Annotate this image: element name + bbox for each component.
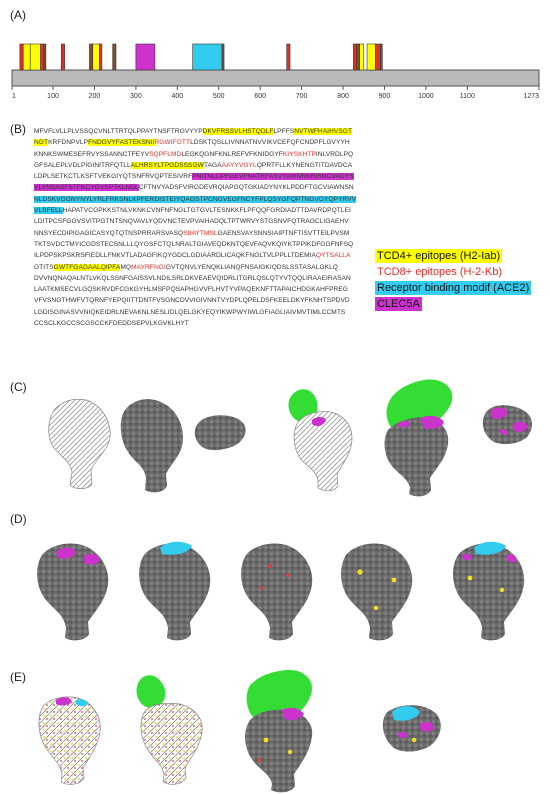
sequence-segment: HAPATVCGPKKSTNLVKNKCVNFNFNGLTGTGVLTESNKKFLPFQQFGRDIADTTDAVRDPQTLEI — [62, 207, 351, 215]
sequence-segment: GFSALEPLVDLPIGINITRFQTLL — [34, 161, 131, 169]
sequence-segment: DVVNQNAQALNTLVKQLSSNFGAISSVLNDILSRLDKVEAEVQIDRLITGRLQSLQTYVTQQLIRAAEIRASAN — [34, 274, 351, 282]
panel-c-ribbon-ace2 — [289, 389, 352, 491]
sequence-line — [34, 149, 370, 160]
sequence-line — [34, 273, 370, 284]
tick-label-11: 1100 — [459, 93, 475, 100]
sequence-line — [34, 216, 370, 227]
tick-label-12: 1273 — [523, 93, 539, 100]
sequence-segment: AAYYVGYL — [221, 161, 257, 169]
legend-clec5a: CLEC5A — [377, 298, 420, 310]
sequence-segment: NVTWFHAIHVSGT — [294, 128, 353, 135]
panel-d-structure-clec5a — [37, 543, 108, 640]
region-cd8-0 — [20, 44, 23, 70]
sequence-line — [34, 160, 370, 171]
panel-e-label: (E) — [10, 670, 26, 684]
sequence-segment: TAGA — [203, 161, 222, 169]
sequence-line — [34, 171, 370, 182]
region-brown-19 — [380, 44, 382, 70]
panel-d-label: (D) — [10, 512, 27, 526]
region-cd8-5 — [61, 44, 64, 70]
panel-c-ribbon — [49, 399, 110, 488]
sequence-line — [34, 295, 370, 306]
sequence-line — [34, 228, 370, 239]
region-cd8-14 — [353, 44, 356, 70]
tick-label-5: 500 — [212, 93, 225, 100]
region-cd4-7 — [93, 44, 100, 70]
tick-label-10: 1000 — [418, 93, 434, 100]
sequence-segment: GAENSVAYSNNSIAIPTNFTISVTTEILPVSM — [217, 229, 350, 237]
region-cd8-3 — [41, 44, 44, 70]
sequence-segment: GTITS — [34, 263, 54, 271]
sequence-segment: MFVFLVLLPLVSSQCVNLTTRTQLPPAYTNSFTRGVYYP — [34, 128, 203, 135]
panel-d-structure-all — [453, 542, 524, 641]
sequence-segment: VLSFELL — [34, 207, 63, 215]
region-cd8-13 — [287, 44, 290, 70]
panel-c-label: (C) — [10, 380, 27, 394]
tick-label-2: 200 — [88, 93, 101, 100]
panel-e-surface-ace2 — [245, 670, 312, 792]
sequence-segment: PNITNLCPFGEVFNATRFASVYAWNRKRISNCVADYS — [192, 173, 354, 181]
panel-d-structure-ace2 — [139, 542, 210, 641]
spike-sequence — [34, 126, 370, 329]
sequence-line — [34, 137, 370, 148]
legend-cd8: TCD8+ epitopes (H-2-Kb) — [377, 266, 503, 278]
sequence-segment: MQ — [120, 263, 132, 271]
sequence-line — [34, 262, 370, 273]
tick-label-6: 600 — [254, 93, 267, 100]
region-cd4-16 — [360, 44, 364, 70]
sequence-segment: MAYRFNGI — [131, 263, 166, 271]
sequence-line — [34, 318, 370, 329]
sequence-segment: CCSCLKGCCSCGSCCKFDEDDSEPVLKGVKLHYT — [34, 320, 189, 328]
sequence-segment: LAATKMSECVLGQSKRVDFCGKGYHLMSFPQSAPHGVVFLHVTYVPAQEKNFTTAPAICHDGKAHFPREG — [34, 286, 348, 294]
panel-a-label: (A) — [10, 8, 26, 22]
region-clec5a-10 — [136, 44, 155, 70]
region-cd4-2 — [30, 44, 40, 70]
sequence-line — [34, 182, 370, 193]
panel-d-structure-cd8 — [241, 543, 312, 640]
sequence-segment: TKTSVDCTMYICGDSTECSNLLLQYGSFCTQLNRALTGIAVEQDKNTQEVFAQVKQIYKTPPIKDFGGFNFSQ — [34, 240, 354, 248]
tick-label-3: 300 — [130, 93, 142, 100]
panel-e-surface-head — [383, 705, 441, 751]
sequence-segment: KIYSKHTP — [282, 150, 316, 158]
sequence-segment: GVTQNVLYENQKLIANQFNSAIGKIQDSLSSTASALGKLQ — [165, 263, 338, 271]
sequence-segment: GWTFGAGAALQIPFA — [53, 263, 121, 271]
sequence-segment: LEGKQGNFKNLREFVFKNIDGYF — [181, 150, 283, 158]
tick-label-1: 100 — [47, 93, 59, 100]
region-brown-15 — [356, 44, 359, 70]
region-brown-9 — [113, 44, 116, 70]
panel-c-surface-head — [195, 415, 246, 450]
sequence-segment: SQPFLMD — [149, 150, 182, 158]
sequence-line — [34, 205, 370, 216]
sequence-segment: NGT — [34, 139, 49, 147]
sequence-line — [34, 250, 370, 261]
sequence-segment: KNNKSWMESEFRVYSSANNCTFEYV — [34, 150, 150, 158]
legend-cd4: TCD4+ epitopes (H2-Iab) — [377, 250, 501, 262]
sequence-segment: FNDGVYFASTEKSNII — [88, 139, 155, 147]
tick-label-8: 800 — [337, 93, 349, 100]
sequence-segment: INLVRDLPQ — [315, 150, 354, 158]
sequence-segment: LGDISGINASVVNIQKEIDRLNEVAKNLNESLIDLQELGKYEQYIKWPWYIWLGFIAGLIAIVMVTIMLCCMTS — [34, 308, 346, 316]
region-cd4-1 — [23, 44, 30, 70]
panel-c-surface-head-colored — [483, 405, 532, 444]
sequence-line — [34, 126, 370, 137]
region-brown-6 — [89, 44, 92, 70]
sequence-segment: ALHRSYLTPGDSSSGW — [130, 161, 204, 169]
sequence-line — [34, 194, 370, 205]
panel-b-label: (B) — [10, 122, 26, 136]
sequence-segment: ILPDPSKPSKRSFIEDLLFNKVTLADAGFIKQYGDCLGDIAARDLICAQKFNGLTVLPPLLTDEMIA — [34, 252, 316, 260]
sequence-segment: NLDSKVGGNYNYLYRLFRKSNLKPFERDISTEIYQAGSTPCNGVEGFNCYFPLQSYGFQPTNGVGYQPYRVV — [34, 195, 357, 203]
sequence-segment: SIIAYTMSL — [183, 229, 218, 237]
panel-c-surface-ace2 — [385, 379, 453, 496]
protein-bar — [12, 70, 539, 86]
tick-label-0: 1 — [12, 93, 16, 100]
sequence-segment: LDITPCSFGGVSVITPGTNTSNQVAVLYQDVNCTEVPVAIHADQLTPTWRVYSTGSNVFQTRAGCLIGAEHV — [34, 218, 349, 226]
sequence-segment: DKVFRSSVLHSTQDLF — [202, 128, 274, 135]
sequence-line — [34, 284, 370, 295]
sequence-segment: VLYNSASFSTFKCYGVSPTKLNDL — [34, 184, 139, 192]
sequence-segment: LDSKTQSLLIVNNATNVVIKVCEFQFCNDPFLGVYYH — [190, 139, 350, 147]
epitope-domain-map — [0, 28, 550, 130]
sequence-segment: CFTNVYADSFVIRGDEVRQIAPGQTGKIADYNYKLPDDFTGCVIAWNSN — [138, 184, 354, 192]
sequence-segment: LDPLSETKCTLKSFTVEKGIYQTSNFRVQPTESIVRF — [34, 173, 193, 181]
panel-e-ribbon-colored — [39, 697, 100, 784]
tick-label-9: 900 — [378, 93, 391, 100]
sequence-segment: QPRTFLLKYNENGTITDAVDCA — [256, 161, 353, 169]
sequence-line — [34, 307, 370, 318]
region-brown-12 — [222, 44, 224, 70]
legend-ace2: Receptor binding modif (ACE2) — [377, 282, 530, 294]
sequence-segment: VFVSNGTHWFVTQRNFYEPQIITTDNTFVSGNCDVVIGIVNNTVYDPLQPELDSFKEELDKYFKNHTSPDVD — [34, 297, 350, 305]
region-brown-4 — [44, 44, 46, 70]
region-cd8-8 — [99, 44, 101, 70]
sequence-segment: LPFFS — [273, 128, 295, 135]
tick-label-4: 400 — [171, 93, 184, 100]
sequence-line — [34, 239, 370, 250]
sequence-segment: NNSYECDIPIGAGICASYQTQTNSPRRARSVASQ — [34, 229, 184, 237]
tick-label-7: 700 — [295, 93, 308, 100]
region-cd4-17 — [367, 44, 375, 70]
panel-d-structure-cd4 — [341, 543, 412, 640]
sequence-segment: RGWIFGTT — [154, 139, 191, 147]
sequence-segment: KRFDNPVLP — [48, 139, 89, 147]
region-cd8-18 — [375, 44, 380, 70]
panel-c-surface-full — [121, 399, 183, 492]
sequence-segment: QYTSALLA — [315, 252, 351, 260]
panel-e-ribbon-ace2 — [137, 675, 203, 784]
region-ace2-11 — [193, 44, 222, 70]
